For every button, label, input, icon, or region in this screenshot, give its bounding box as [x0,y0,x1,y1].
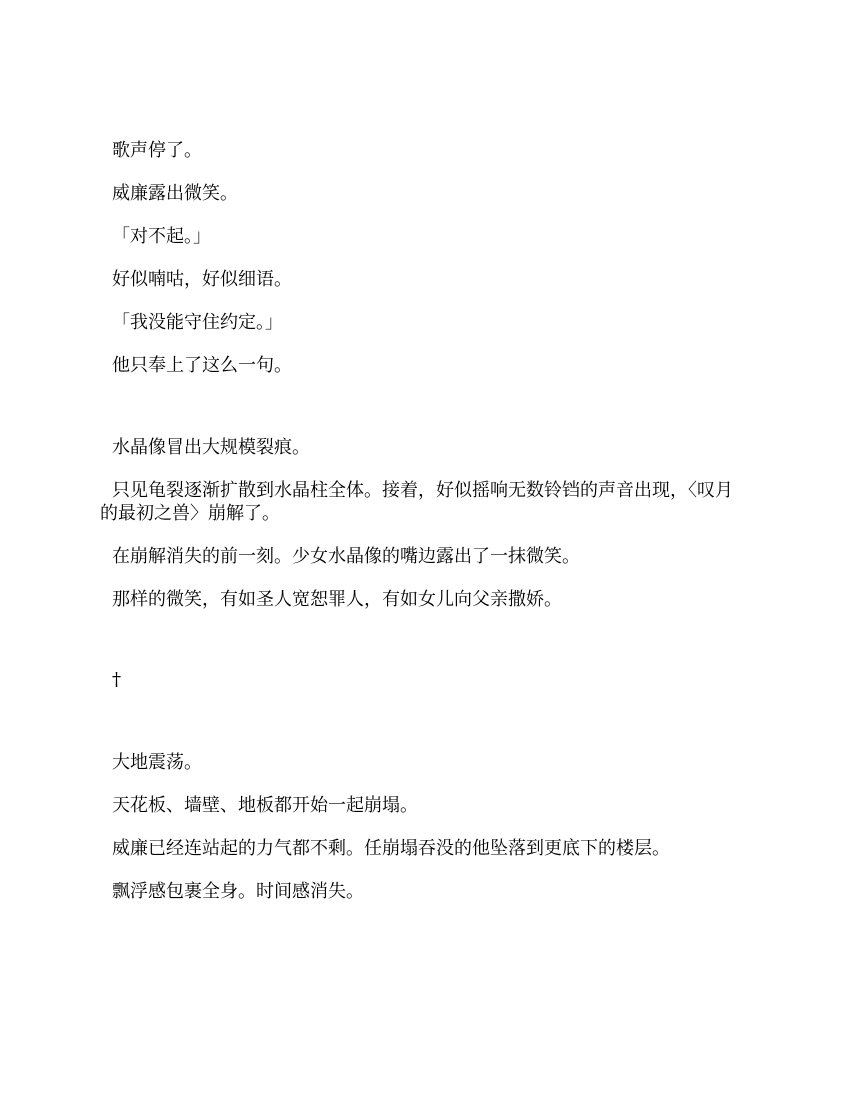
paragraph: 「我没能守住约定。」 [112,312,283,333]
paragraph: 他只奉上了这么一句。 [112,355,292,376]
paragraph: 飘浮感包裹全身。时间感消失。 [112,881,364,902]
paragraph: 只见龟裂逐渐扩散到水晶柱全体。接着，好似摇响无数铃铛的声音出现，〈叹月的最初之兽〉崩解了。 [100,480,733,524]
paragraph: 在崩解消失的前一刻。少女水晶像的嘴边露出了一抹微笑。 [112,546,580,567]
paragraph: 水晶像冒出大规模裂痕。 [112,437,310,458]
section-break-dagger: † [112,669,121,690]
paragraph: 天花板、墙壁、地板都开始一起崩塌。 [112,795,418,816]
paragraph: 威廉已经连站起的力气都不剩。任崩塌吞没的他坠落到更底下的楼层。 [112,838,670,859]
paragraph: 大地震荡。 [112,752,202,773]
paragraph: 威廉露出微笑。 [112,183,238,204]
document-body [100,139,750,903]
paragraph: 歌声停了。 [112,140,202,161]
paragraph: 「对不起。」 [112,226,211,247]
paragraph: 好似喃咕，好似细语。 [112,269,292,290]
paragraph: 那样的微笑，有如圣人宽恕罪人，有如女儿向父亲撒娇。 [112,589,562,610]
